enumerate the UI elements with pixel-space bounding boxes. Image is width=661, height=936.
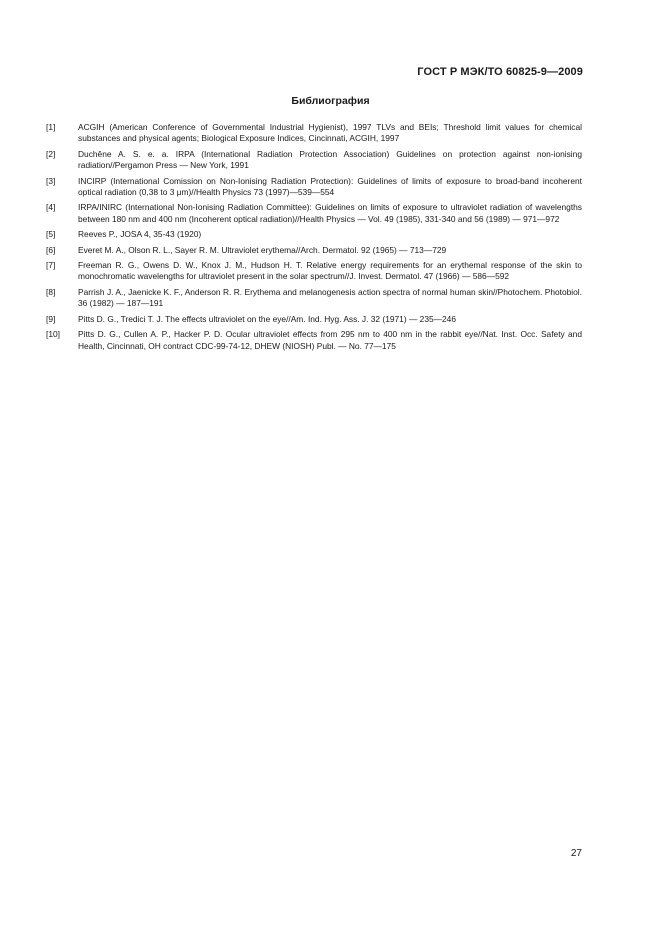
- reference-text: Parrish J. A., Jaenicke K. F., Anderson R. R. Erythema and melanogenesis action spectra of normal human skin//Photochem. Photobiol. 36 (1982) — 187—191: [78, 286, 582, 309]
- reference-number: [3]: [46, 175, 56, 186]
- reference-number: [8]: [46, 286, 56, 297]
- reference-number: [7]: [46, 260, 56, 271]
- reference-number: [10]: [46, 329, 60, 340]
- reference-text: INCIRP (International Comission on Non-Ionising Radiation Protection): Guidelines of limits of exposure to broad-band incoherent optical radiation (0,38 to 3 μm)//Health Physics 73 (1997)—539—554: [78, 175, 582, 198]
- reference-text: Reeves P., JOSA 4, 35-43 (1920): [78, 229, 202, 240]
- reference-number: [2]: [46, 148, 56, 159]
- reference-number: [5]: [46, 229, 56, 240]
- page-number: 27: [570, 848, 582, 859]
- reference-item: [46, 245, 582, 256]
- reference-text: IRPA/INIRC (International Non-Ionising Radiation Committee): Guidelines on limits of exposure to ultraviolet radiation of wavelengths between 180 nm and 400 nm (Incoherent optical radiation)//Health Physics — Vol. 49 (1985), 331-340 and 56 (1989) — 971—972: [78, 202, 582, 224]
- section-title: Библиография: [291, 95, 370, 107]
- reference-text: Everet M. A., Olson R. L., Sayer R. M. Ultraviolet erythema//Arch. Dermatol. 92 (1965) — 713—729: [78, 244, 447, 255]
- reference-text: Freeman R. G., Owens D. W., Knox J. M., Hudson H. T. Relative energy requirements for an erythemal response of the skin to monochromatic wavelengths for ultraviolet present in the solar spectrum//J. Invest. Dermatol. 47 (1966) — 586—592: [78, 260, 582, 282]
- reference-item: [46, 329, 582, 352]
- reference-item: [46, 122, 582, 145]
- reference-number: [4]: [46, 202, 56, 213]
- reference-text: Duchêne A. S. e. a. IRPA (International Radiation Protection Association) Guidelines on protection against non-ionising radiation//Pergamon Press — New York, 1991: [78, 148, 582, 171]
- reference-item: [46, 314, 582, 325]
- reference-text: ACGIH (American Conference of Governmental Industrial Hygienist), 1997 TLVs and BEIs; Threshold limit values for chemical substances and physical agents; Biological Exposure Indices, Cincinnati, ACGIH, 1997: [78, 122, 582, 144]
- reference-item: [46, 149, 582, 172]
- reference-text: Pitts D. G., Tredici T. J. The effects ultraviolet on the eye//Am. Ind. Hyg. Ass. J. 32 (1971) — 235—246: [78, 313, 456, 324]
- reference-item: [46, 202, 582, 225]
- document-header: ГОСТ Р МЭК/ТО 60825-9—2009: [417, 66, 583, 78]
- reference-number: [6]: [46, 244, 56, 255]
- reference-item: [46, 176, 582, 199]
- reference-number: [1]: [46, 122, 56, 132]
- reference-number: [9]: [46, 313, 56, 324]
- reference-item: [46, 287, 582, 310]
- reference-item: [46, 229, 582, 240]
- reference-text: Pitts D. G., Cullen A. P., Hacker P. D. Ocular ultraviolet effects from 295 nm to 400 nm in the rabbit eye//Nat. Inst. Occ. Safety and Health, Cincinnati, OH contract CDC-99-74-12, DHEW (NIOSH) Publ. — No. 77—175: [78, 329, 582, 351]
- reference-item: [46, 260, 582, 283]
- bibliography-list: [46, 122, 582, 356]
